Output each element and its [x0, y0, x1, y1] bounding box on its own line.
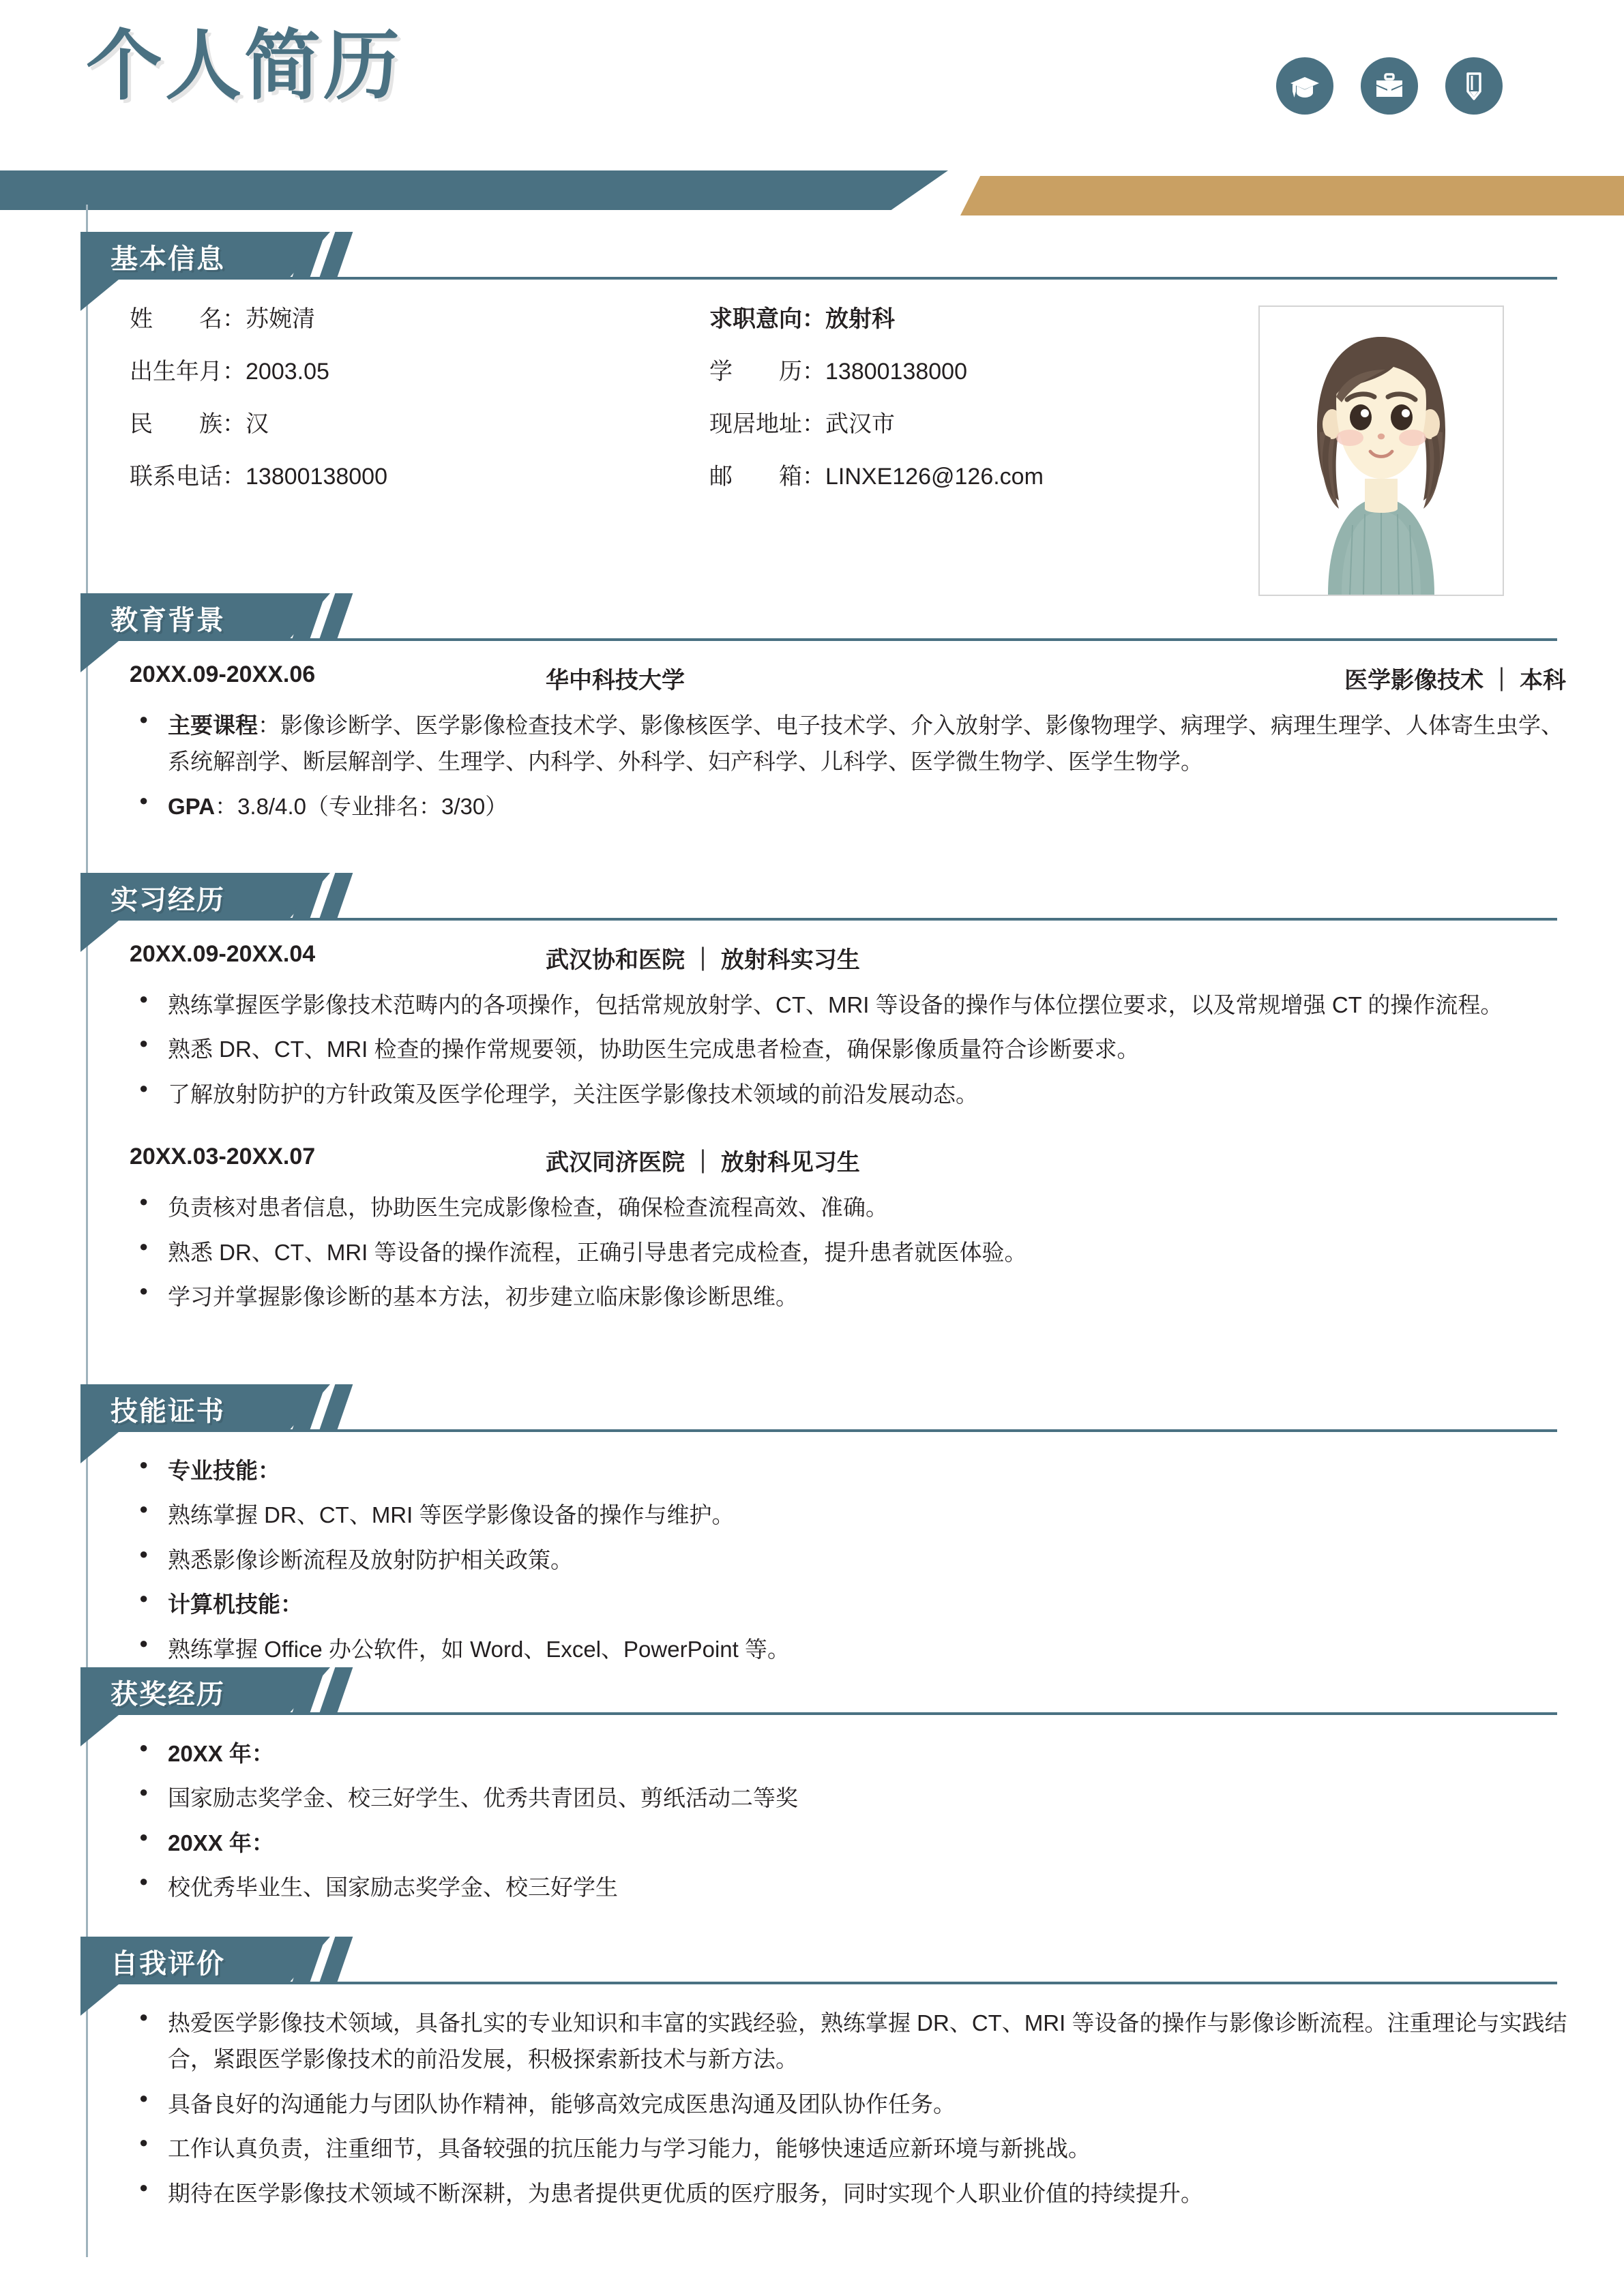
section-header-awards: [80, 1667, 1557, 1718]
section-tab: [80, 1984, 119, 2016]
internship-org: 武汉同济医院 ｜ 放射科见习生: [546, 1150, 860, 1176]
education-date: 20XX.09-20XX.06: [130, 661, 316, 687]
self-evaluation-list: [130, 2005, 1576, 2211]
list-item: ● 熟练掌握 Office 办公软件，如 Word、Excel、PowerPoint 等。: [130, 1631, 1576, 1667]
info-field-address: [709, 405, 1289, 438]
info-row: [130, 405, 1289, 438]
list-item: ● 熟练掌握医学影像技术范畴内的各项操作，包括常规放射学、CT、MRI 等设备的操作与体位摆位要求，以及常规增强 CT 的操作流程。: [130, 987, 1576, 1023]
list-item: ● 专业技能：: [130, 1452, 1576, 1489]
section-header-slash: [320, 593, 353, 638]
section-self-evaluation: [0, 1937, 1624, 2220]
page-header: [0, 0, 1624, 205]
section-header-slash: [320, 1667, 353, 1712]
list-item: ● 校优秀毕业生、国家励志奖学金、校三好学生: [130, 1869, 1576, 1905]
section-header-skills: [80, 1384, 1557, 1435]
section-skills: [0, 1384, 1624, 1675]
pencil-icon: [1445, 57, 1503, 115]
info-label: 学 历：: [709, 359, 825, 385]
internship-bullet-list: [130, 1189, 1576, 1315]
info-field-birth: [130, 353, 709, 386]
item-text: ：3.8/4.0（专业排名：3/30）: [215, 793, 508, 819]
info-row: [130, 458, 1289, 491]
section-header-internship: [80, 873, 1557, 923]
info-value: 13800138000: [246, 464, 388, 490]
list-item: ● 国家励志奖学金、校三好学生、优秀共青团员、剪纸活动二等奖: [130, 1780, 1576, 1816]
briefcase-icon: [1361, 57, 1418, 115]
internship-entry-header: [130, 941, 1576, 974]
list-item: ● 热爱医学影像技术领域，具备扎实的专业知识和丰富的实践经验，熟练掌握 DR、CT、MRI 等设备的操作与影像诊断流程。注重理论与实践结合，紧跟医学影像技术的前沿发展，积极探索新技术与新方法。: [130, 2005, 1576, 2078]
item-label: 主要课程: [168, 713, 258, 738]
section-title: 基本信息: [110, 244, 225, 274]
section-title: 教育背景: [110, 606, 225, 636]
info-field-education-level: [709, 353, 1289, 386]
list-item: ● 熟悉影像诊断流程及放射防护相关政策。: [130, 1542, 1576, 1578]
info-field-name: [130, 300, 709, 333]
avatar: [1258, 305, 1504, 596]
section-tab: [80, 280, 119, 311]
list-item: ● 负责核对患者信息，协助医生完成影像检查，确保检查流程高效、准确。: [130, 1189, 1576, 1225]
section-education: [0, 593, 1624, 833]
internship-date: 20XX.03-20XX.07: [130, 1144, 316, 1170]
info-row: [130, 300, 1289, 333]
section-body: [130, 923, 1576, 1315]
skills-list: [130, 1452, 1576, 1667]
list-item: ● 学习并掌握影像诊断的基本方法，初步建立临床影像诊断思维。: [130, 1279, 1576, 1315]
section-tab: [80, 1715, 119, 1746]
list-item: [130, 788, 1576, 824]
list-item: ● 熟练掌握 DR、CT、MRI 等医学影像设备的操作与维护。: [130, 1497, 1576, 1533]
page-title: 个人简历: [86, 23, 402, 108]
info-field-phone: [130, 458, 709, 491]
education-school: 华中科技大学: [546, 668, 685, 694]
header-teal-bar: [0, 170, 948, 210]
item-label: GPA: [168, 793, 216, 819]
section-header-slash: [320, 873, 353, 918]
internship-entry-header: [130, 1144, 1576, 1177]
list-item: ● 20XX 年：: [130, 1825, 1576, 1861]
list-item: ● 熟悉 DR、CT、MRI 检查的操作常规要领，协助医生完成患者检查，确保影像质量符合诊断要求。: [130, 1031, 1576, 1067]
info-value: 13800138000: [825, 359, 968, 385]
info-field-ethnicity: [130, 405, 709, 438]
list-item: [130, 707, 1576, 780]
section-rule: [80, 1982, 1557, 1984]
education-entry-header: [130, 661, 1576, 695]
section-title: 技能证书: [110, 1397, 225, 1427]
section-title: 自我评价: [110, 1949, 225, 1979]
basic-info-grid: [130, 300, 1289, 491]
list-item: ● 计算机技能：: [130, 1586, 1576, 1622]
info-label: 民 族：: [130, 411, 246, 437]
section-tab: [80, 641, 119, 672]
section-header-slash: [320, 1937, 353, 1982]
section-rule: [80, 1712, 1557, 1715]
info-row: [130, 353, 1289, 386]
section-body: [130, 644, 1576, 824]
info-label: 联系电话：: [130, 464, 246, 490]
section-title: 获奖经历: [110, 1680, 225, 1710]
section-internship: [0, 873, 1624, 1324]
list-item: ● 了解放射防护的方针政策及医学伦理学，关注医学影像技术领域的前沿发展动态。: [130, 1076, 1576, 1112]
section-header-slash: [320, 232, 353, 277]
awards-list: [130, 1735, 1576, 1906]
section-tab: [80, 1432, 119, 1463]
info-label: 邮 箱：: [709, 464, 825, 490]
internship-bullet-list: [130, 987, 1576, 1112]
section-awards: [0, 1667, 1624, 1914]
education-major: 医学影像技术 ｜ 本科: [1344, 668, 1566, 694]
section-rule: [80, 918, 1557, 921]
info-value: 武汉市: [825, 411, 895, 437]
section-header-basic-info: [80, 232, 1557, 282]
info-field-email: [709, 458, 1289, 491]
section-body: [130, 1435, 1576, 1667]
info-value: 放射科: [825, 306, 895, 332]
section-header-slash: [320, 1384, 353, 1429]
list-item: ● 工作认真负责，注重细节，具备较强的抗压能力与学习能力，能够快速适应新环境与新挑战。: [130, 2130, 1576, 2166]
section-rule: [80, 638, 1557, 641]
section-title: 实习经历: [110, 885, 225, 915]
list-item: ● 熟悉 DR、CT、MRI 等设备的操作流程，正确引导患者完成检查，提升患者就医体验。: [130, 1234, 1576, 1270]
section-rule: [80, 277, 1557, 280]
section-tab: [80, 921, 119, 952]
info-label: 现居地址：: [709, 411, 825, 437]
header-gold-bar: [960, 176, 1624, 215]
section-header-self-evaluation: [80, 1937, 1557, 1987]
section-body: [130, 1987, 1576, 2211]
info-field-job-target: [709, 300, 1289, 333]
info-value: 汉: [246, 411, 269, 437]
list-item: ● 20XX 年：: [130, 1735, 1576, 1772]
header-icon-group: [1276, 57, 1503, 115]
education-bullet-list: [130, 707, 1576, 824]
item-text: ：影像诊断学、医学影像检查技术学、影像核医学、电子技术学、介入放射学、影像物理学、病理学、病理生理学、人体寄生虫学、系统解剖学、断层解剖学、生理学、内科学、外科学、妇产科学、儿科学、医学微生物学、医学生物学。: [168, 713, 1563, 775]
section-rule: [80, 1429, 1557, 1432]
internship-org: 武汉协和医院 ｜ 放射科实习生: [546, 947, 860, 973]
section-header-education: [80, 593, 1557, 644]
info-label: 姓 名：: [130, 306, 246, 332]
list-item: ● 期待在医学影像技术领域不断深耕，为患者提供更优质的医疗服务，同时实现个人职业价值的持续提升。: [130, 2175, 1576, 2211]
section-body: [130, 1718, 1576, 1906]
info-value: LINXE126@126.com: [825, 464, 1044, 490]
info-label: 求职意向：: [709, 306, 825, 332]
internship-date: 20XX.09-20XX.04: [130, 941, 316, 967]
info-value: 苏婉清: [246, 306, 315, 332]
info-label: 出生年月：: [130, 359, 246, 385]
info-value: 2003.05: [246, 359, 329, 385]
graduation-cap-icon: [1276, 57, 1333, 115]
list-item: ● 具备良好的沟通能力与团队协作精神，能够高效完成医患沟通及团队协作任务。: [130, 2086, 1576, 2122]
spacer: [130, 1120, 1576, 1144]
